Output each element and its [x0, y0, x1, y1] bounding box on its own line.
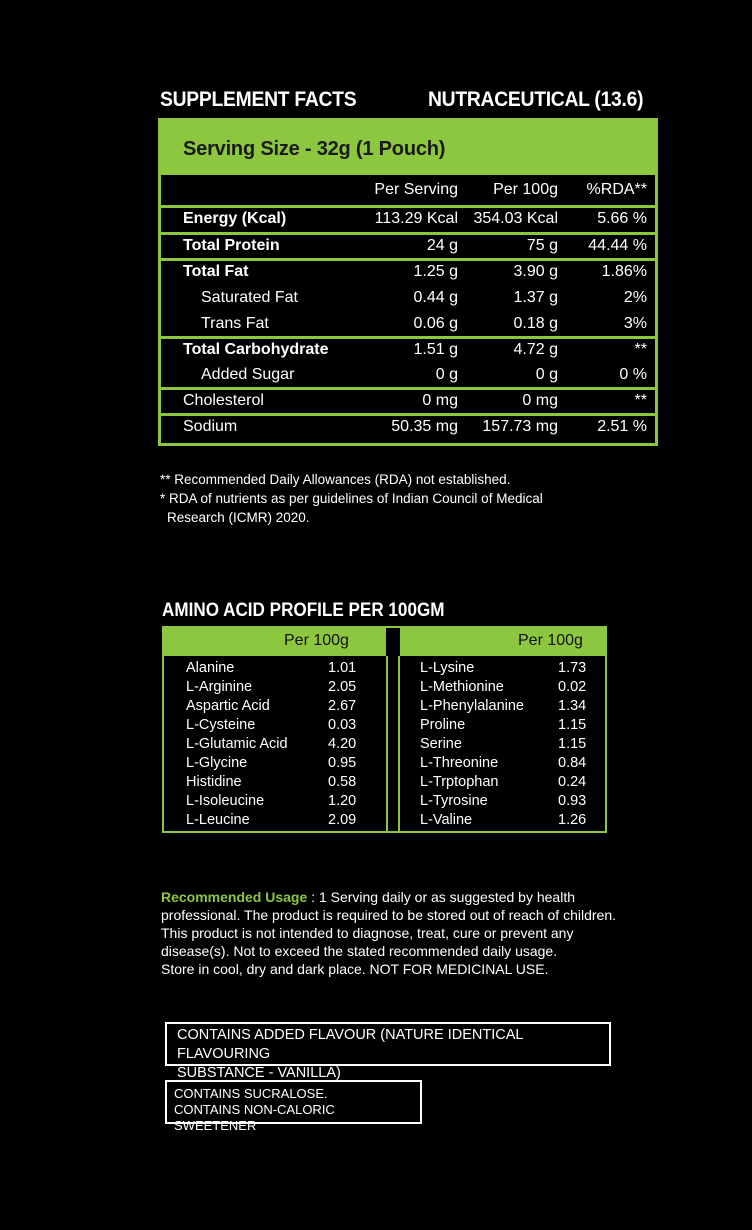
amino-acid-value: 2.05: [328, 679, 357, 695]
per-100g-value: 0.18 g: [513, 315, 558, 332]
amino-acid-value: 1.34: [558, 698, 587, 714]
amino-acid-name: Aspartic Acid: [186, 698, 270, 714]
amino-acid-value: 1.15: [558, 717, 587, 733]
rda-value: **: [634, 392, 647, 409]
flavour-line: SUBSTANCE - VANILLA): [177, 1065, 341, 1081]
amino-row: [420, 736, 590, 755]
column-divider: [398, 656, 400, 831]
amino-acid-name: Serine: [420, 736, 462, 752]
amino-acid-value: 2.67: [328, 698, 357, 714]
usage-line: professional. The product is required to be stored out of reach of children.: [161, 907, 617, 923]
rda-value: 44.44 %: [588, 237, 647, 254]
per-serving-value: 0 mg: [422, 392, 458, 409]
col-per-100g: Per 100g: [493, 181, 558, 198]
amino-row: [186, 774, 358, 793]
amino-acid-name: L-Glutamic Acid: [186, 736, 288, 752]
amino-acid-value: 1.15: [558, 736, 587, 752]
amino-acid-value: 0.02: [558, 679, 587, 695]
per-100g-value: 0 mg: [522, 392, 558, 409]
amino-row: [420, 755, 590, 774]
table-header-row: [161, 177, 655, 203]
amino-row: [186, 793, 358, 812]
amino-acid-name: L-Lysine: [420, 660, 475, 676]
per-serving-value: 1.25 g: [413, 263, 458, 280]
per-100g-value: 1.37 g: [513, 289, 558, 306]
per-100g-value: 0 g: [535, 366, 558, 383]
nutrient-name: Sodium: [183, 418, 238, 435]
amino-acid-value: 0.84: [558, 755, 587, 771]
amino-acid-name: L-Valine: [420, 812, 473, 828]
usage-line: disease(s). Not to exceed the stated recommended daily usage.: [161, 943, 558, 959]
rda-value: 2%: [623, 289, 647, 306]
amino-row: [420, 793, 590, 812]
per-serving-value: 0.06 g: [413, 315, 458, 332]
rda-value: 5.66 %: [597, 210, 647, 227]
amino-acid-value: 1.73: [558, 660, 587, 676]
per-100g-value: 4.72 g: [513, 341, 558, 358]
amino-row: [186, 736, 358, 755]
amino-acid-name: L-Arginine: [186, 679, 253, 695]
amino-acid-name: L-Tyrosine: [420, 793, 488, 809]
flavour-line: CONTAINS ADDED FLAVOUR (NATURE IDENTICAL FLAVOURING: [177, 1027, 523, 1062]
usage-line: : 1 Serving daily or as suggested by health: [307, 889, 575, 905]
nutraceutical-heading: NUTRACEUTICAL (13.6): [428, 88, 644, 111]
amino-acid-title: AMINO ACID PROFILE PER 100GM: [162, 600, 445, 621]
amino-acid-value: 4.20: [328, 736, 357, 752]
table-row: [161, 337, 655, 363]
table-row: [161, 206, 655, 232]
amino-acid-name: L-Phenylalanine: [420, 698, 524, 714]
rda-value: 1.86%: [601, 263, 647, 280]
amino-acid-table: [162, 626, 607, 833]
supplement-facts-heading: SUPPLEMENT FACTS: [160, 88, 357, 111]
per-100g-value: 157.73 mg: [482, 418, 558, 435]
table-row: [161, 414, 655, 440]
table-row: [161, 311, 655, 337]
usage-text: [161, 888, 641, 978]
per-100g-value: 75 g: [526, 237, 558, 254]
amino-acid-value: 1.20: [328, 793, 357, 809]
footnote-rda: ** Recommended Daily Allowances (RDA) not established.: [160, 472, 511, 487]
per-100g-value: 354.03 Kcal: [473, 210, 558, 227]
sweetener-line: CONTAINS NON-CALORIC SWEETENER: [174, 1102, 335, 1133]
nutrient-name: Total Fat: [183, 263, 249, 280]
amino-row: [186, 679, 358, 698]
nutrient-name: Total Carbohydrate: [183, 341, 329, 358]
flavour-notice: [165, 1022, 611, 1081]
amino-row: [420, 812, 590, 831]
amino-row: [186, 717, 358, 736]
footnote-icmr-cont: Research (ICMR) 2020.: [167, 510, 310, 525]
per-serving-value: 24 g: [426, 237, 458, 254]
usage-label: Recommended Usage: [161, 889, 308, 905]
usage-line: Store in cool, dry and dark place. NOT FOR MEDICINAL USE.: [161, 961, 549, 977]
per-serving-value: 50.35 mg: [391, 418, 458, 435]
amino-row: [420, 698, 590, 717]
amino-acid-name: L-Glycine: [186, 755, 248, 771]
sweetener-notice: [165, 1080, 422, 1133]
amino-acid-value: 0.03: [328, 717, 357, 733]
amino-acid-name: Proline: [420, 717, 466, 733]
per-serving-value: 1.51 g: [413, 341, 458, 358]
amino-acid-name: L-Threonine: [420, 755, 499, 771]
per-serving-value: 0 g: [435, 366, 458, 383]
amino-acid-value: 0.24: [558, 774, 587, 790]
sweetener-line: CONTAINS SUCRALOSE.: [174, 1086, 328, 1101]
amino-acid-name: L-Isoleucine: [186, 793, 265, 809]
nutrient-name: Energy (Kcal): [183, 210, 287, 227]
amino-row: [420, 679, 590, 698]
amino-header-right: Per 100g: [518, 632, 583, 649]
nutrient-name: Total Protein: [183, 237, 280, 254]
amino-row: [186, 698, 358, 717]
amino-acid-name: Alanine: [186, 660, 235, 676]
table-row: [161, 388, 655, 414]
amino-acid-name: L-Methionine: [420, 679, 504, 695]
amino-acid-name: L-Cysteine: [186, 717, 256, 733]
table-row: [161, 259, 655, 285]
amino-row: [186, 812, 358, 831]
table-row: [161, 285, 655, 311]
supplement-facts-panel: [158, 118, 658, 446]
rda-value: 2.51 %: [597, 418, 647, 435]
per-serving-value: 113.29 Kcal: [374, 210, 458, 227]
amino-acid-value: 1.26: [558, 812, 587, 828]
rda-value: **: [634, 341, 647, 358]
nutrient-name: Saturated Fat: [201, 289, 298, 306]
amino-row: [186, 660, 358, 679]
amino-acid-name: L-Leucine: [186, 812, 250, 828]
amino-row: [420, 774, 590, 793]
amino-row: [420, 660, 590, 679]
column-divider: [386, 656, 388, 831]
amino-acid-value: 2.09: [328, 812, 357, 828]
amino-acid-name: Histidine: [186, 774, 242, 790]
nutrient-name: Cholesterol: [183, 392, 264, 409]
rda-value: 0 %: [619, 366, 647, 383]
serving-size: Serving Size - 32g (1 Pouch): [183, 138, 446, 160]
rda-value: 3%: [623, 315, 647, 332]
col-per-serving: Per Serving: [374, 181, 458, 198]
footnote-icmr: * RDA of nutrients as per guidelines of Indian Council of Medical: [160, 491, 543, 506]
nutrient-name: Trans Fat: [201, 315, 269, 332]
amino-acid-value: 0.58: [328, 774, 357, 790]
usage-line: This product is not intended to diagnose, treat, cure or prevent any: [161, 925, 574, 941]
per-serving-value: 0.44 g: [413, 289, 458, 306]
nutrient-name: Added Sugar: [201, 366, 295, 383]
amino-row: [186, 755, 358, 774]
amino-header-bar: [164, 628, 605, 656]
nutrition-table: [161, 175, 655, 443]
amino-acid-value: 1.01: [328, 660, 357, 676]
amino-acid-value: 0.95: [328, 755, 357, 771]
table-row: [161, 233, 655, 259]
amino-acid-value: 0.93: [558, 793, 587, 809]
table-row: [161, 362, 655, 388]
col-rda: %RDA**: [586, 181, 647, 198]
amino-row: [420, 717, 590, 736]
amino-header-left: Per 100g: [284, 632, 349, 649]
header-gap: [386, 628, 400, 656]
per-100g-value: 3.90 g: [513, 263, 558, 280]
amino-acid-name: L-Trptophan: [420, 774, 499, 790]
